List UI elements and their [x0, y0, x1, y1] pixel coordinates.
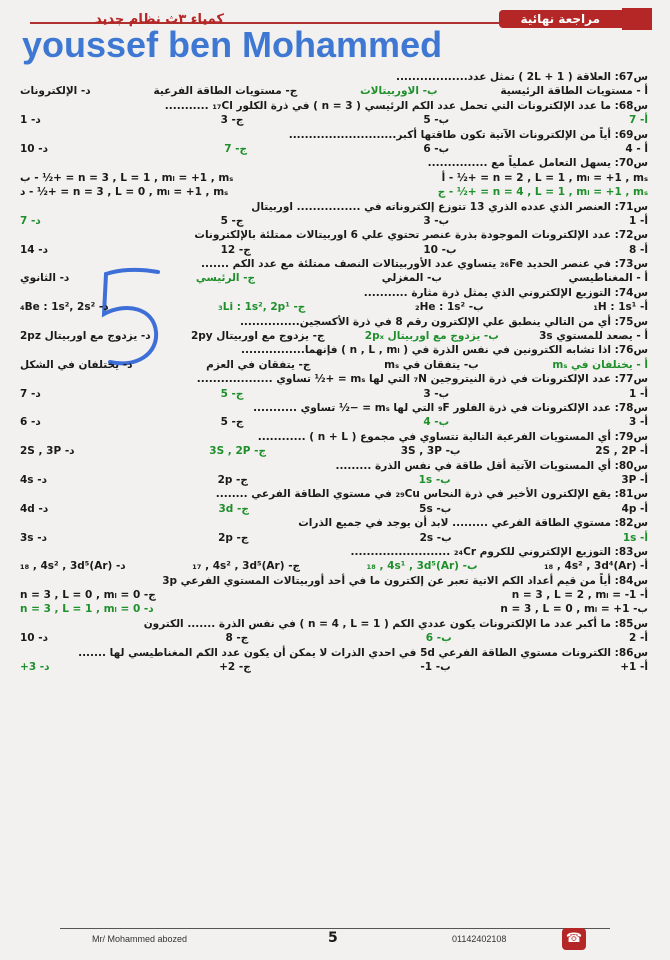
- answer-option-correct: أ- 7: [629, 114, 648, 127]
- options-row: [20, 415, 648, 429]
- answer-option: د- يزدوج مع اوربيتال 2pz: [20, 330, 151, 343]
- answer-option: د- ₄Be : 1s², 2s²: [20, 301, 109, 314]
- options-row: [20, 243, 648, 257]
- options-row: [20, 473, 648, 487]
- answer-option-correct: n = 4 , L = 1 , mₗ = +1 , mₛ = +½ - ج: [437, 186, 648, 199]
- answer-option: ب- 2s: [419, 531, 452, 544]
- answer-option-correct: ب- 6: [425, 632, 452, 645]
- footer-phone: 01142402108: [452, 934, 507, 944]
- question-text: س73: في عنصر الحديد ₂₆Fe يتساوي عدد الأوربيتالات النصف ممتلئة مع عدد الكم .......: [201, 258, 648, 271]
- answer-option: ج- (Ar)₁₇ , 4s² , 3d⁵: [192, 560, 301, 573]
- question-text: س80: أي المستويات الآتية أقل طاقة في نفس الذرة .........: [335, 459, 648, 472]
- answer-option: ب- 5s: [419, 502, 452, 515]
- footer-author: Mr/ Mohammed abozed: [92, 934, 188, 944]
- watermark-name: youssef ben Mohammed: [22, 24, 443, 65]
- question-text: س79: أي المستويات الفرعية التالية تتساوي في مجموع ( n + L ) ............: [257, 430, 648, 443]
- answer-option: د- 7: [20, 387, 41, 400]
- answer-option: ب- 1-: [420, 661, 451, 674]
- question-text: س82: مستوي الطاقة الفرعي ......... لابد أن يوجد في جميع الذرات: [298, 517, 648, 530]
- answer-option: د- 1: [20, 114, 41, 127]
- question-text: س69: أياً من الإلكترونات الآتية تكون طاقتها أكبر...........................: [288, 128, 648, 141]
- options-row: [20, 358, 648, 372]
- answer-option: ب- ₂He : 1s²: [414, 301, 484, 314]
- options-row: [20, 502, 648, 516]
- answer-option: ج- 12: [220, 243, 251, 256]
- options-row: [20, 387, 648, 401]
- answer-option: أ - يصعد للمستوي 3s: [539, 330, 648, 343]
- answer-option: د- 6: [20, 416, 41, 429]
- answer-option: أ - 4: [625, 142, 648, 155]
- answer-option: أ- 2S , 2P: [595, 445, 648, 458]
- options-row: [20, 171, 648, 185]
- header-right-title: مراجعة نهائية: [499, 10, 623, 28]
- options-row: [20, 588, 648, 602]
- answer-option: ب- 3: [423, 387, 450, 400]
- options-row: [20, 271, 648, 285]
- question-text: س70: يسهل التعامل عملياً مع ...............: [427, 157, 648, 170]
- question-text: س78: عدد الإلكترونات في ذرة الفلور ₉F التي لها mₛ = −½ تساوي ...........: [253, 401, 648, 414]
- question-text: س83: التوزيع الإلكتروني للكروم ₂₄Cr .........................: [350, 545, 648, 558]
- answer-option-correct: ج- 7: [224, 142, 248, 155]
- answer-option: أ- 8: [629, 243, 648, 256]
- answer-option-correct: د- n = 3 , L = 1 , mₗ = 0: [20, 603, 154, 616]
- answer-option: د- 10: [20, 142, 49, 155]
- answer-option: ب- 10: [423, 243, 457, 256]
- answer-option: ج- 2p: [217, 473, 248, 486]
- answer-option: د- 2S , 3P: [20, 445, 75, 458]
- answer-option: أ- n = 3 , L = 2 , mₗ = -1: [511, 589, 648, 602]
- question-text: س67: العلاقة ( 2L + 1 ) تمثل عدد..................: [395, 71, 648, 83]
- options-row: [20, 559, 648, 573]
- answer-option: ج- 5: [220, 214, 244, 227]
- answer-option: ب- 6: [423, 142, 450, 155]
- answer-option: ب- n = 3 , L = 0 , mₗ = +1: [500, 603, 648, 616]
- answer-option-correct: ج- 3d: [218, 502, 249, 515]
- answer-option-correct: ب- الاوربيتالات: [360, 85, 438, 98]
- options-row: [20, 660, 648, 674]
- answer-option-correct: ب- (Ar)₁₈ , 4s¹ , 3d⁵: [366, 560, 478, 573]
- answer-option: د- (Ar)₁₈ , 4s² , 3d⁵: [20, 560, 126, 573]
- answer-option: أ- 1+: [620, 661, 648, 674]
- answer-option: أ- 4p: [621, 502, 648, 515]
- answer-option: ج- 3: [220, 114, 244, 127]
- answer-option: د- 4s: [20, 473, 47, 486]
- answer-option: د- 14: [20, 243, 49, 256]
- options-row: [20, 214, 648, 228]
- answer-option: ب- يتفقان في mₛ: [384, 358, 479, 371]
- answer-option: أ- ₁H : 1s¹: [593, 301, 648, 314]
- answer-option: ب- المغزلي: [381, 272, 442, 285]
- options-row: [20, 329, 648, 343]
- answer-option: د- الإلكترونات: [20, 85, 91, 98]
- answer-option: ج- 2p: [218, 531, 249, 544]
- options-row: [20, 84, 648, 98]
- answer-option: ج- 2+: [219, 661, 251, 674]
- options-row: [20, 300, 648, 314]
- answer-option: n = 2 , L = 1 , mₗ = +1 , mₛ = +½ - أ: [441, 171, 648, 184]
- answer-option-correct: ج- الرئيسي: [195, 272, 256, 285]
- options-row: [20, 142, 648, 156]
- answer-option-correct: أ - يختلفان في mₛ: [552, 358, 648, 371]
- answer-option: n = 3 , L = 0 , mₗ = +1 , mₛ = +½ - د: [20, 186, 229, 199]
- header-left-title: كمياء ٣ث نظام جديد: [95, 12, 224, 27]
- question-text: س84: أياً من قيم أعداد الكم الاتية تعبر عن إلكترون ما في أحد أوربيتالات المستوي الفرعي 3p: [162, 574, 648, 587]
- answer-option: ب- 5: [423, 114, 450, 127]
- answer-option-correct: ب- 1s: [418, 473, 451, 486]
- options-row: [20, 113, 648, 127]
- answer-option: ج- يزدوج مع اوربيتال 2py: [190, 330, 325, 343]
- footer-rule: [60, 928, 610, 929]
- options-row: [20, 531, 648, 545]
- phone-icon: ☎: [562, 928, 586, 950]
- header-tab: [622, 8, 652, 30]
- answer-option-correct: ج- ₃Li : 1s², 2p¹: [218, 301, 306, 314]
- answer-option: أ- 1: [629, 214, 648, 227]
- answer-option: أ - مستويات الطاقة الرئيسية: [500, 85, 648, 98]
- answer-option-correct: ج- 5: [220, 387, 244, 400]
- question-text: س81: يقع الإلكترون الأخير في ذرة النحاس ₂₉Cu في مستوي الطاقة الفرعي ........: [215, 488, 648, 501]
- question-text: س74: التوزيع الإلكتروني الذي يمثل ذرة مثارة ...........: [363, 286, 648, 299]
- answer-option-correct: ج- 3S , 2P: [209, 445, 267, 458]
- question-text: س68: ما عدد الإلكترونات التي تحمل عدد الكم الرئيسي ( n = 3 ) في ذرة الكلور ₁₇Cl ...........: [164, 99, 648, 112]
- options-row: [20, 185, 648, 199]
- page-number: 5: [328, 930, 338, 946]
- answer-option: أ- 3P: [621, 473, 648, 486]
- answer-option: ج- n = 3 , L = 0 , mₗ = 0: [20, 589, 156, 602]
- question-text: س72: عدد الإلكترونات الموجودة بذرة عنصر تحتوي علي 6 اوربيتالات ممتلئة بالإلكترونات: [194, 229, 648, 242]
- answer-option: د- 3s: [20, 531, 47, 544]
- answer-option: أ- (Ar)₁₈ , 4s² , 3d⁴: [544, 560, 648, 573]
- question-text: س71: العنصر الذي عدده الذري 13 تتوزع إلكتروناته في ................ اوربيتال: [251, 200, 648, 213]
- answer-option: ب- 3: [423, 214, 450, 227]
- answer-option: د- يختلفان في الشكل: [20, 358, 133, 371]
- answer-option: د- 10: [20, 632, 49, 645]
- answer-option: أ - المغناطيسي: [568, 272, 648, 285]
- question-text: س86: الكترونات مستوي الطاقة الفرعي 5d في احدي الذرات لا يمكن أن يكون عدد الكم المغناطيسي لها .......: [78, 646, 648, 659]
- answer-option: ب- 3S , 3P: [400, 445, 461, 458]
- options-row: [20, 602, 648, 616]
- answer-option-correct: ب- يزدوج مع اوربيتال 2pₓ: [364, 330, 499, 343]
- answer-option-correct: د- 3+: [20, 661, 50, 674]
- question-text: س77: عدد الإلكترونات في ذرة النيتروجين ₇N التي لها mₛ = +½ تساوي ...................: [196, 373, 648, 386]
- question-text: س85: ما أكبر عدد ما الإلكترونات يكون عددي الكم ( n = 4 , L = 1 ) في نفس الذرة ....... الكترون: [143, 617, 648, 630]
- answer-option: أ- 1: [629, 387, 648, 400]
- answer-option: أ- 2: [629, 632, 648, 645]
- answer-option: د- 4d: [20, 502, 49, 515]
- answer-option: ج- 8: [225, 632, 249, 645]
- answer-option: ج- 5: [220, 416, 244, 429]
- options-row: [20, 631, 648, 645]
- question-text: س75: أي من التالي ينطبق علي الإلكترون رقم 8 في ذرة الأكسجين...............: [239, 315, 648, 328]
- answer-option: ج- مستويات الطاقة الفرعية: [153, 85, 298, 98]
- answer-option-correct: د- 7: [20, 214, 41, 227]
- questions-list: [20, 70, 648, 674]
- answer-option: n = 3 , L = 1 , mₗ = +1 , mₛ = +½ - ب: [20, 171, 234, 184]
- answer-option: أ- 3: [629, 416, 648, 429]
- question-text: س76: اذا تشابه الكترونين في نفس الذرة في ( n , L , mₗ ) فإنهما................: [241, 344, 648, 357]
- answer-option-correct: ب- 4: [423, 416, 450, 429]
- answer-option: ج- يتفقان في العزم: [206, 358, 311, 371]
- options-row: [20, 444, 648, 458]
- answer-option-correct: أ- 1s: [622, 531, 648, 544]
- answer-option: د- الثانوي: [20, 272, 70, 285]
